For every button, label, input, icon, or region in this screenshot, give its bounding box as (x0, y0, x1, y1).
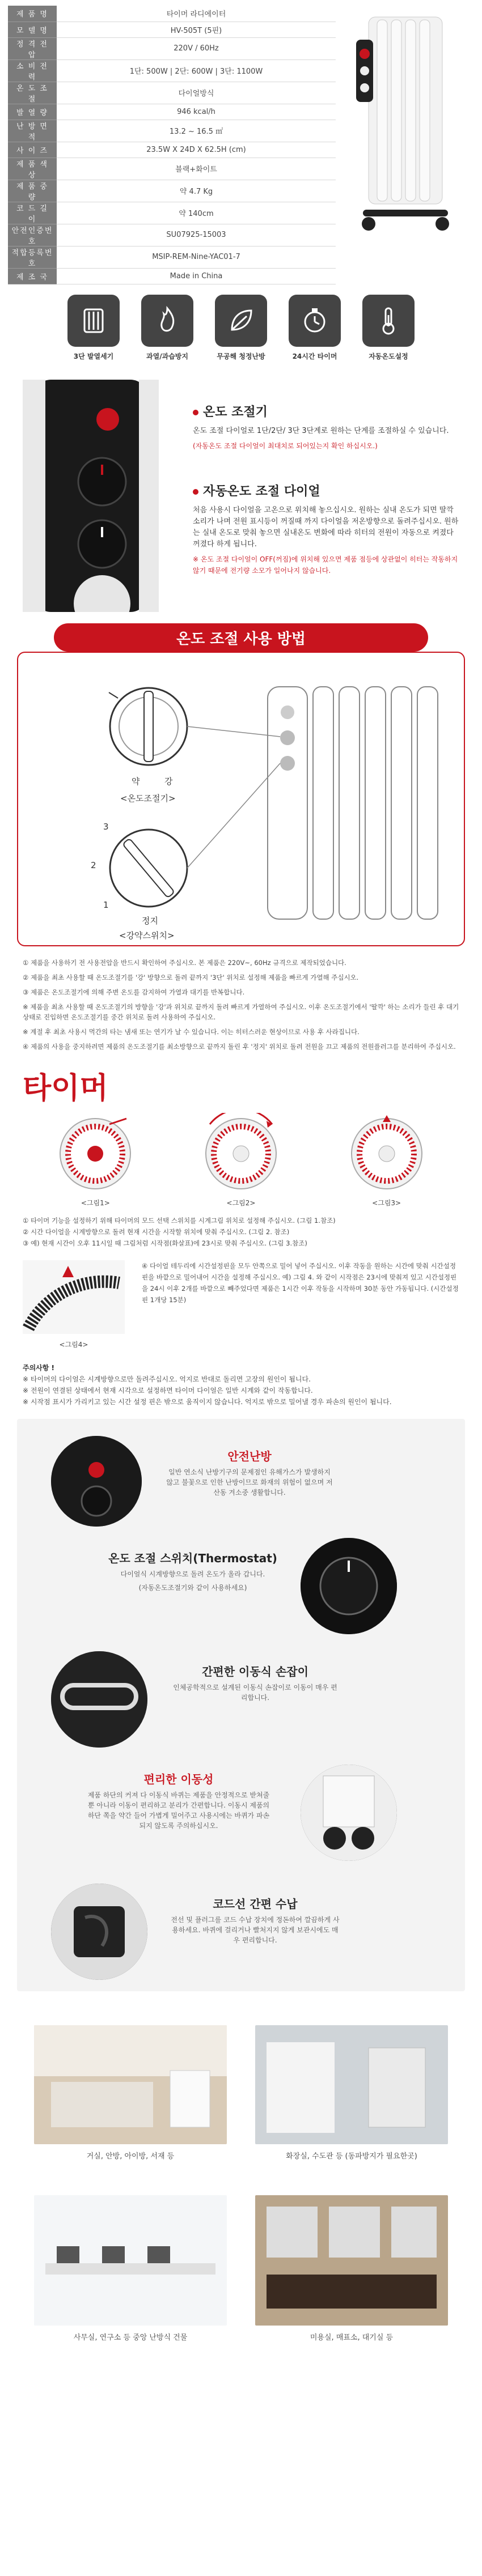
place-caption: 미용실, 매표소, 대기실 등 (310, 2333, 394, 2342)
spec-key: 코 드 길 이 (8, 202, 57, 224)
heater-side-illustration (187, 687, 438, 919)
highlight-image (51, 1884, 147, 1980)
spec-value: MSIP-REM-Nine-YAC01-7 (57, 246, 336, 268)
feature-label: 24시간 타이머 (292, 352, 337, 360)
spec-value: 블랙+화이트 (57, 158, 336, 180)
red-dot-icon (193, 489, 198, 495)
dial1-caption: <온도조절기> (120, 793, 176, 804)
spec-value: 220V / 60Hz (57, 37, 336, 59)
temp-controller-desc: 온도 조절 다이얼로 1단/2단/ 3단 3단계로 원하는 단계를 조절하실 수 있습니다. (193, 427, 449, 435)
highlight-image (301, 1765, 397, 1861)
highlights-section (17, 1419, 465, 1991)
timer-caption: <그림4> (59, 1341, 88, 1349)
usage-note: ※ 제품을 최초 사용할 때 온도조절기의 방향을 '강'과 위치로 끝까지 돌려 빠르게 가열하여 주십시오. 이후 온도조절기에서 '딸깍' 하는 소리가 들린 후 대기상태로 진입하면 온도조절기를 중간 위치로 돌려 사용하여 주십시오. (23, 1003, 459, 1021)
dial2-caption: <강약스위치> (119, 930, 175, 941)
place-photo-salon (255, 2195, 448, 2326)
feature-label: 무공해 청정난방 (217, 352, 265, 360)
usage-note: ② 제품을 최초 사용할 때 온도조절기를 '강' 방향으로 돌려 끝까지 '3단' 위치로 설정해 제품을 빠르게 가열해 주십시오. (23, 974, 359, 981)
highlight-desc: 제품 하단의 커져 다 이동식 바퀴는 제품을 안정적으로 받쳐줄 뿐 아니라 이동이 편리하고 분리가 간편합니다. 이동시 제품의 하단 쪽을 약간 들어 가볍게 밀어주고 사용시에는 바퀴가 파손되지 않도록 주의하십시오. (87, 1791, 270, 1830)
timer-note: ① 타이머 기능을 설정하기 위해 타이머의 모드 선택 스위치를 시계그림 위치로 설정해 주십시오. (그림 1.참조) (23, 1217, 336, 1225)
spec-value: 1단: 500W | 2단: 600W | 3단: 1100W (57, 59, 336, 82)
highlight-image (51, 1651, 147, 1748)
highlight-desc: 일반 연소식 난방기구의 문제점인 유해가스가 발생하지 않고 불꽃으로 인한 난방이므로 화재의 위험이 없으며 저산동 겨소중 생활합니다. (166, 1468, 333, 1497)
control-panel-image (23, 380, 159, 612)
timer-caption: <그림3> (372, 1199, 401, 1207)
place-photo-bathroom (255, 2025, 448, 2144)
highlight-title: 코드선 간편 수납 (213, 1897, 298, 1911)
spec-row (8, 82, 336, 104)
temp-controller-note: (자동온도 조절 다이얼이 최대치로 되어있는지 확인 하십시오.) (193, 442, 378, 450)
spec-key: 제 조 국 (8, 268, 57, 284)
spec-row (8, 268, 336, 284)
usage-title: 온도 조절 사용 방법 (176, 630, 306, 648)
spec-key: 모 델 명 (8, 22, 57, 37)
timer-note4: ④ 다이얼 테두리에 시간설정핀을 모두 안쪽으로 밀어 넣어 주십시오. 이후 작동을 원하는 시간에 맞춰 시간설정핀을 바깥으로 밀어내어 시간을 설정해 주십시오. 예) 그림 4. 와 같이 시작점은 23시에 맞춰져 있고 시간설정핀을 24시 이후 2개를 바깥으로 빼주었다면 제품은 1시간 이후 작동을 시작하며 30분 동안 가동됩니다. (시간설정핀 1개당 15분) (142, 1262, 459, 1304)
timer-notes (0, 1209, 482, 1255)
spec-row (8, 104, 336, 120)
usage-notes (0, 946, 482, 1062)
dial2-n3: 3 (103, 822, 109, 832)
feature-item (288, 295, 341, 380)
spec-key: 적합등록번호 (8, 246, 57, 268)
power-dial (91, 822, 187, 941)
highlight-text (85, 1770, 272, 1831)
place-photo-office (34, 2195, 227, 2326)
spec-value: 다이얼방식 (57, 82, 336, 104)
feature-item (141, 295, 194, 380)
highlight-title: 간편한 이동식 손잡이 (202, 1665, 308, 1678)
highlight-row (17, 1430, 459, 1532)
spec-row (8, 246, 336, 268)
spec-key: 제 품 중 량 (8, 180, 57, 202)
warning-item: ※ 전원이 연결된 상태에서 현재 시각으로 설정하면 타이머 다이얼은 일반 시계와 같이 작동합니다. (23, 1387, 313, 1395)
spec-section (0, 0, 482, 282)
spec-value: 타이머 라디에이터 (57, 6, 336, 22)
timer-figure (333, 1113, 441, 1207)
spec-key: 제 품 명 (8, 6, 57, 22)
spec-table (8, 6, 336, 284)
feature-item (67, 295, 120, 380)
usage-section (0, 618, 482, 946)
spec-row (8, 22, 336, 37)
timer-figures (0, 1107, 482, 1209)
highlight-note: (자동온도조절기와 같이 사용하세요) (138, 1584, 247, 1592)
dial2-n1: 1 (103, 900, 109, 910)
spec-row (8, 224, 336, 246)
place-caption: 화장실, 수도관 등 (동파방지가 필요한곳) (286, 2152, 417, 2161)
spec-key: 소 비 전 력 (8, 59, 57, 82)
temperature-dial (109, 688, 187, 804)
spec-value: 23.5W X 24D X 62.5H (cm) (57, 142, 336, 158)
usage-places-section (0, 1991, 482, 2371)
spec-value: 약 4.7 Kg (57, 180, 336, 202)
spec-row (8, 59, 336, 82)
timer-note: ③ 예) 현재 시간이 오후 11시일 때 그림처럼 시작점(화살표)에 23시로 맞춰 주십시오. (그림 3.참조) (23, 1239, 307, 1247)
timer-dial-image (41, 1113, 149, 1192)
highlight-image (51, 1436, 142, 1527)
highlight-text (170, 1663, 340, 1703)
spec-row (8, 120, 336, 142)
warning-title: 주의사항 ! (23, 1364, 55, 1372)
usage-frame (17, 652, 465, 946)
spec-key: 안전인증번호 (8, 224, 57, 246)
auto-dial-desc: 처음 사용시 다이얼을 고온으로 위치해 놓으십시오. 원하는 실내 온도가 되면 딸깍 소리가 나며 전원 표시등이 꺼질때 까지 다이얼을 저온방향으로 돌려주십시오. 원하는 실내 온도로 맞춰 놓으면 실내온도 변화에 따라 히터의 전원이 자동으로 켜졌다 꺼졌다 하게 됩니다. (193, 506, 459, 549)
highlight-row (17, 1759, 459, 1872)
spec-key: 발 열 량 (8, 104, 57, 120)
dial2-stop: 정지 (142, 916, 158, 926)
highlight-text (102, 1549, 284, 1593)
auto-dial-title: 자동온도 조절 다이얼 (193, 482, 459, 499)
highlight-desc: 다이얼식 시계방향으로 돌려 온도가 올라 갑니다. (120, 1570, 265, 1578)
timer-note: ② 시간 다이얼을 시계방향으로 돌려 현재 시간을 시작할 위치에 맞춰 주십시오. (그림 2. 참조) (23, 1228, 290, 1236)
feature-item (362, 295, 415, 380)
spec-row (8, 158, 336, 180)
warning-item: ※ 타이머의 다이얼은 시계방향으로만 돌려주십시오. 억지로 반대로 돌리면 고장의 원인이 됩니다. (23, 1375, 311, 1383)
spec-key: 정 격 전 압 (8, 37, 57, 59)
usage-note: ※ 계절 후 최초 사용시 먹간의 타는 냄새 또는 연기가 날 수 있습니다. 이는 히터스러운 현상이므로 사용 후 사라집니다. (23, 1028, 360, 1036)
spec-row (8, 180, 336, 202)
spec-key: 사 이 즈 (8, 142, 57, 158)
spec-key: 난 방 면 적 (8, 120, 57, 142)
highlight-row (17, 1646, 459, 1753)
auto-dial-note: ※ 온도 조절 다이얼이 OFF(꺼짐)에 위치해 있으면 제품 점등에 상관없이 히터는 작동하지 않기 때문에 전기량 소모가 일어나지 않습니다. (193, 555, 458, 575)
timer-caption: <그림1> (81, 1199, 110, 1207)
timer-dial-closeup (23, 1260, 125, 1334)
highlight-title: 안전난방 (227, 1449, 272, 1463)
temp-controller-title: 온도 조절기 (193, 402, 459, 420)
highlight-text (170, 1895, 340, 1945)
leaf-icon (215, 295, 267, 347)
heat-level-icon (67, 295, 120, 347)
spec-value: HV-505T (5핀) (57, 22, 336, 37)
spec-key: 온 도 조 절 (8, 82, 57, 104)
timer-dial-image (187, 1113, 295, 1192)
place-caption: 사무실, 연구소 등 중앙 난방식 건물 (73, 2333, 188, 2342)
spec-row (8, 142, 336, 158)
timer-warnings (0, 1357, 482, 1419)
spec-row (8, 37, 336, 59)
highlight-title: 온도 조절 스위치(Thermostat) (108, 1551, 277, 1565)
timer-title: 타이머 (23, 1072, 108, 1106)
usage-note: ① 제품을 사용하기 전 사용전압을 반드시 확인하여 주십시오. 본 제품은 220V~, 60Hz 규격으로 제작되었습니다. (23, 959, 346, 967)
usage-title-band (54, 623, 428, 652)
heater-product-image (346, 6, 465, 255)
timer-figure (23, 1260, 125, 1351)
temp-controller-block (193, 402, 459, 452)
timer-icon (289, 295, 341, 347)
timer-caption: <그림2> (226, 1199, 256, 1207)
highlight-row (17, 1532, 459, 1640)
dial2-n2: 2 (91, 860, 96, 870)
spec-row (8, 202, 336, 224)
red-dot-icon (193, 410, 198, 415)
feature-label: 과열/과습방지 (146, 352, 188, 360)
spec-value: 946 kcal/h (57, 104, 336, 120)
spec-value: 약 140cm (57, 202, 336, 224)
feature-label: 3단 발열세기 (73, 352, 114, 360)
spec-value: 13.2 ~ 16.5 ㎡ (57, 120, 336, 142)
highlight-row (17, 1878, 459, 1986)
highlight-image (301, 1538, 397, 1634)
spec-key: 제 품 색 상 (8, 158, 57, 180)
spec-value: SU07925-15003 (57, 224, 336, 246)
feature-label: 자동온도설정 (369, 352, 408, 360)
spec-value: Made in China (57, 268, 336, 284)
timer-figure (187, 1113, 295, 1207)
usage-diagram (18, 653, 464, 945)
highlight-title: 편리한 이동성 (143, 1772, 214, 1786)
place-caption: 거실, 안방, 아이방, 서재 등 (86, 2152, 175, 2161)
overheat-icon (141, 295, 193, 347)
place-photo-living-room (34, 2025, 227, 2144)
dial1-left-label: 약 (132, 776, 140, 787)
warning-item: ※ 시작점 표시가 가리키고 있는 시간 설정 핀은 밖으로 움직이지 않습니다. 억지로 밖으로 밀어낼 경우 파손의 원인이 됩니다. (23, 1398, 392, 1406)
timer-figure (41, 1113, 149, 1207)
usage-note: ③ 제품은 온도조절기에 의해 주변 온도를 감지하여 가열과 대기를 반복합니다. (23, 988, 245, 996)
timer-figure4-block (0, 1255, 482, 1357)
highlight-desc: 전선 및 플러그를 코드 수납 장치에 정돈하여 깔끔하게 사용하세요. 바퀴에 걸리거나 빨처지지 않게 보관시에도 매우 편리합니다. (171, 1916, 340, 1944)
auto-dial-block (193, 482, 459, 576)
control-section (0, 380, 482, 618)
feature-item (214, 295, 268, 380)
dial1-right-label: 강 (164, 776, 173, 787)
usage-note: ④ 제품의 사용을 중지하려면 제품의 온도조절기를 최소방향으로 끝까지 돌린 후 '정지' 위치로 돌려 전원을 끄고 제품의 전원플러그를 분리하여 주십시오. (23, 1043, 456, 1051)
spec-row (8, 6, 336, 22)
highlight-text (164, 1447, 335, 1498)
thermostat-icon (362, 295, 415, 347)
timer-dial-image (333, 1113, 441, 1192)
highlight-desc: 인체공학적으로 설계된 이동식 손잡이로 이동이 매우 편리합니다. (173, 1684, 337, 1702)
